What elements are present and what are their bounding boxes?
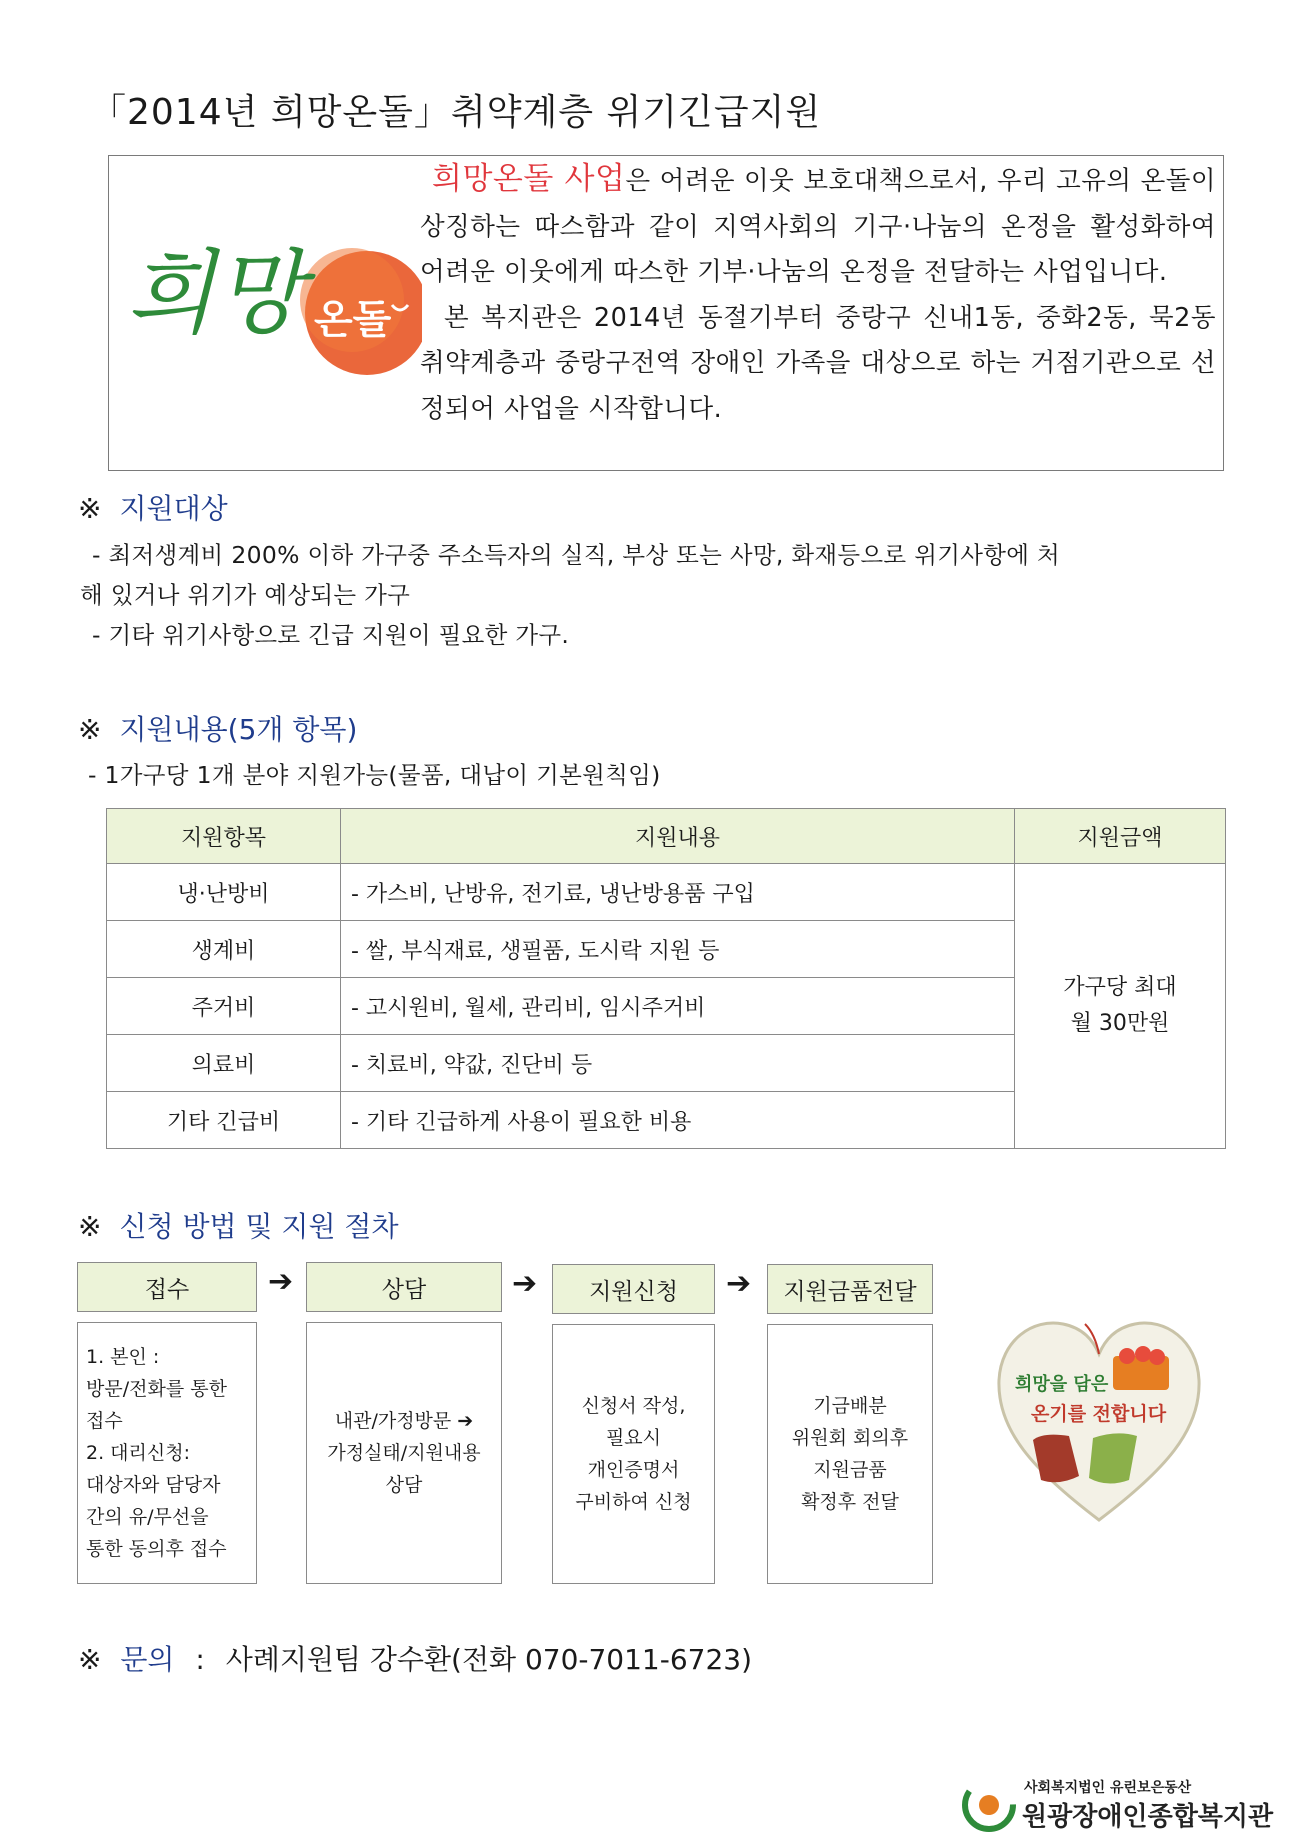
table-cell-detail: - 고시원비, 월세, 관리비, 임시주거비	[341, 978, 1015, 1035]
target-line: 해 있거나 위기가 예상되는 가구	[80, 581, 411, 609]
page-title: 「2014년 희망온돌」취약계층 위기긴급지원	[90, 92, 822, 133]
intro-paragraph-2: 본 복지관은 2014년 동절기부터 중랑구 신내1동, 중화2동, 묵2동 취약계층과 중랑구전역 장애인 가족을 대상으로 하는 거점기관으로 선정되어 사업을 시작합니다.	[420, 302, 1216, 424]
table-cell-amount	[1015, 864, 1226, 1149]
step-line: 대상자와 담당자	[86, 1474, 221, 1496]
table-header-amount: 지원금액	[1015, 809, 1226, 864]
step-line: 개인증명서	[587, 1459, 680, 1481]
step-header-reception: 접수	[77, 1262, 257, 1312]
step-line: 1. 본인 :	[86, 1346, 160, 1368]
table-cell-category: 냉·난방비	[107, 864, 341, 921]
logo-text: 희망	[126, 240, 304, 347]
content-note: - 1가구당 1개 분야 지원가능(물품, 대납이 기본원칙임)	[88, 761, 661, 789]
step-body-reception	[77, 1322, 257, 1584]
heart-illustration	[993, 1310, 1205, 1525]
support-table	[106, 808, 1226, 1149]
footer-organization-name: 원광장애인종합복지관	[1022, 1802, 1274, 1832]
arrow-right-icon: ➔	[512, 1266, 538, 1301]
procedure-heading	[78, 1205, 399, 1245]
contact-label: 문의	[120, 1643, 175, 1676]
reference-mark-icon: ※	[78, 713, 102, 746]
table-cell-detail: - 치료비, 약값, 진단비 등	[341, 1035, 1015, 1092]
content-heading	[78, 708, 357, 748]
table-header-category: 지원항목	[107, 809, 341, 864]
step-line: 확정후 전달	[801, 1491, 899, 1513]
table-cell-detail: - 가스비, 난방유, 전기료, 냉난방용품 구입	[341, 864, 1015, 921]
target-heading	[78, 487, 228, 527]
reference-mark-icon: ※	[78, 492, 102, 525]
step-line: 필요시	[605, 1427, 662, 1449]
table-cell-category: 생계비	[107, 921, 341, 978]
table-cell-category: 기타 긴급비	[107, 1092, 341, 1149]
intro-highlight: 희망온돌 사업	[432, 161, 626, 197]
target-lines	[80, 535, 1260, 655]
arrow-right-icon: ➔	[726, 1266, 752, 1301]
intro-p1-rest: 은 어려운 이웃 보호대책으로서, 우리 고유의 온돌이 상징하는 따스함과 같이 지역사회의 기구·나눔의 온정을 활성화하여 어려운 이웃에게 따스한 기부·나눔의 온정을 전달하는 사업입니다.	[420, 166, 1216, 287]
amount-line-2: 월 30만원	[1070, 1011, 1170, 1036]
step-line: 통한 동의후 접수	[86, 1538, 227, 1560]
step-line: 지원금품	[813, 1459, 887, 1481]
reference-mark-icon: ※	[78, 1210, 102, 1243]
step-line: 위원회 회의후	[791, 1427, 909, 1449]
organization-logo-icon	[962, 1778, 1016, 1832]
step-header-delivery: 지원금품전달	[767, 1264, 933, 1314]
step-line: 구비하여 신청	[575, 1491, 692, 1513]
target-line: - 최저생계비 200% 이하 가구중 주소득자의 실직, 부상 또는 사망, 화재등으로 위기사항에 처	[92, 541, 1060, 569]
target-line: - 기타 위기사항으로 긴급 지원이 필요한 가구.	[92, 621, 570, 649]
table-header-row	[107, 809, 1226, 864]
table-header-detail: 지원내용	[341, 809, 1015, 864]
amount-line-1: 가구당 최대	[1063, 975, 1177, 1000]
table-cell-detail: - 쌀, 부식재료, 생필품, 도시락 지원 등	[341, 921, 1015, 978]
heart-text-2: 온기를 전합니다	[1031, 1403, 1167, 1425]
contact-text: 사례지원팀 강수환(전화 070-7011-6723)	[225, 1643, 753, 1676]
step-body-apply	[552, 1324, 715, 1584]
contact-colon: :	[195, 1643, 205, 1676]
step-line: 방문/전화를 통한	[86, 1378, 227, 1400]
procedure-heading-text: 신청 방법 및 지원 절차	[119, 1210, 399, 1243]
table-cell-category: 의료비	[107, 1035, 341, 1092]
hope-ondol-logo	[122, 205, 422, 385]
table-row	[107, 864, 1226, 921]
logo-badge-text: 온돌	[314, 297, 392, 343]
step-body-consult	[306, 1322, 502, 1584]
footer-subtitle: 사회복지법인 유린보은동산	[1024, 1780, 1192, 1796]
reference-mark-icon: ※	[78, 1643, 102, 1676]
step-header-apply: 지원신청	[552, 1264, 715, 1314]
step-line: 가정실태/지원내용	[327, 1442, 481, 1464]
target-heading-text: 지원대상	[119, 492, 228, 525]
intro-text	[420, 157, 1216, 432]
heart-text-1: 희망을 담은	[1015, 1374, 1109, 1395]
table-cell-category: 주거비	[107, 978, 341, 1035]
table-cell-detail: - 기타 긴급하게 사용이 필요한 비용	[341, 1092, 1015, 1149]
step-line: 간의 유/무선을	[86, 1506, 209, 1528]
step-header-consult: 상담	[306, 1262, 502, 1312]
step-line: 접수	[86, 1410, 123, 1432]
step-line: 내관/가정방문 ➔	[334, 1410, 474, 1432]
contact-line	[78, 1638, 752, 1678]
step-body-delivery	[767, 1324, 933, 1584]
content-heading-text: 지원내용(5개 항목)	[119, 713, 358, 746]
step-line: 신청서 작성,	[581, 1395, 686, 1417]
step-line: 2. 대리신청:	[86, 1442, 190, 1464]
step-line: 기금배분	[813, 1395, 887, 1417]
arrow-right-icon: ➔	[268, 1264, 294, 1299]
step-line: 상담	[385, 1474, 423, 1496]
intro-paragraph-1	[420, 157, 1216, 296]
